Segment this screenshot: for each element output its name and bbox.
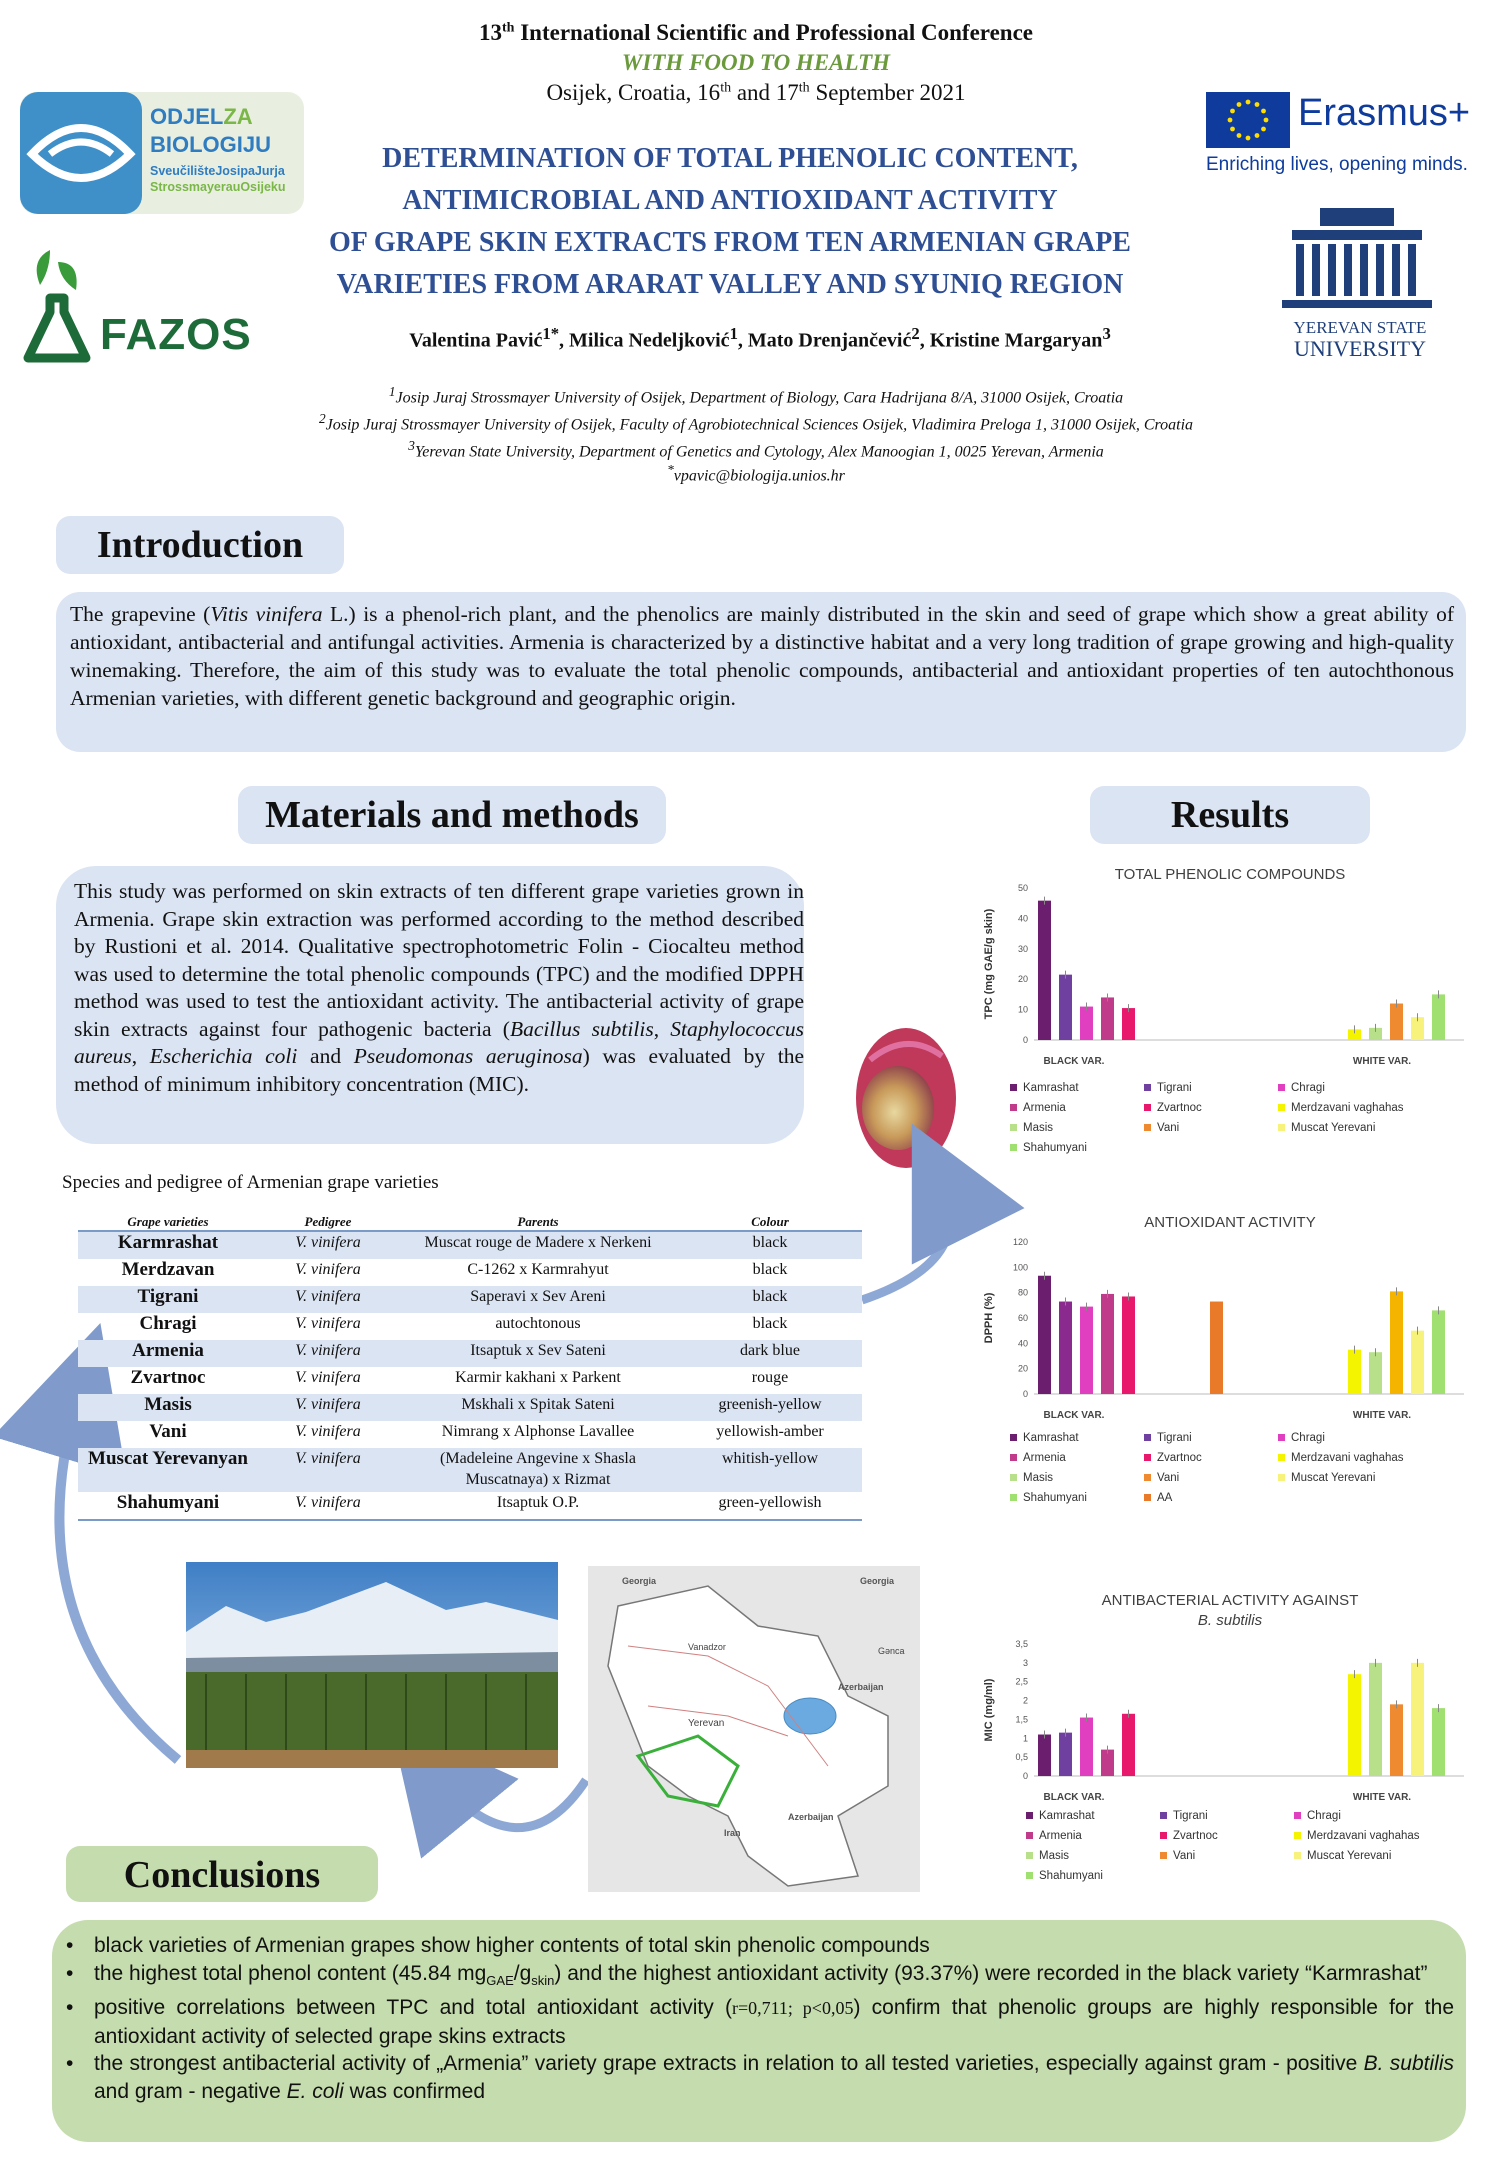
- table-cell: Shahumyani: [116, 1492, 220, 1513]
- contact-email: *vpavic@biologija.unios.hr: [667, 462, 845, 485]
- legend-swatch: [1294, 1832, 1301, 1839]
- legend-swatch: [1010, 1434, 1017, 1441]
- legend-swatch: [1160, 1852, 1167, 1859]
- table-cell: green-yellowish: [718, 1494, 822, 1511]
- legend-label: Muscat Yerevani: [1291, 1122, 1376, 1134]
- legend-label: Chragi: [1291, 1082, 1325, 1094]
- legend-item: [1144, 1082, 1192, 1094]
- tpc-chart-legend: [1010, 1082, 1490, 1172]
- table-cell: Tigrani: [78, 1286, 258, 1313]
- armenia-map: [588, 1566, 920, 1892]
- results-heading-box: [1090, 786, 1370, 844]
- table-cell: V. vinifera: [295, 1423, 361, 1440]
- legend-item: [1026, 1810, 1095, 1822]
- y-tick-label: 40: [1017, 1338, 1028, 1349]
- bar-tigrani: [1080, 1307, 1093, 1394]
- table-cell: whitish-yellow: [678, 1448, 862, 1492]
- y-tick-label: 3,5: [1015, 1639, 1028, 1649]
- bar-vani: [1390, 1291, 1403, 1394]
- logo-text-za: ZA: [223, 104, 253, 129]
- affiliation-1: $^1$Josip Juraj Strossmayer University of Osijek, Department of Biology, Cara Hadrijana 8/A, 31000 Osijek, Croatia: [388, 384, 1124, 407]
- introduction-text: The grapevine (Vitis vinifera L.) is a phenol-rich plant, and the phenolics are mainly distributed in the skin and seed of grape which show a great ability of antioxidant, antibacterial and antifungal activities. Armenia is characterized by a distinctive habitat and a very long tradition of grape growing and high-quality winemaking. Therefore, the aim of this study was to evaluate the total phenolic compounds, antibacterial and antioxidant properties of ten autochthonous Armenian varieties, with different genetic background and geographic origin.: [70, 602, 1455, 710]
- table-row: [78, 1231, 862, 1259]
- table-header-row: [78, 1214, 862, 1231]
- legend-swatch: [1144, 1104, 1151, 1111]
- legend-item: [1278, 1102, 1404, 1114]
- bar-tigrani: [1059, 975, 1072, 1040]
- y-tick-label: 20: [1017, 974, 1028, 985]
- methods-heading: Materials and methods: [265, 794, 639, 836]
- table-cell: (Madeleine Angevine x Shasla Muscatnaya) x Rizmat: [398, 1448, 678, 1492]
- legend-item: [1026, 1850, 1069, 1862]
- legend-swatch: [1278, 1084, 1285, 1091]
- legend-swatch: [1010, 1084, 1017, 1091]
- legend-label: Armenia: [1023, 1452, 1066, 1464]
- legend-item: [1144, 1492, 1172, 1504]
- legend-label: AA: [1157, 1492, 1173, 1504]
- table-cell: Zvartnoc: [130, 1367, 206, 1388]
- legend-item: [1294, 1810, 1341, 1822]
- table-cell: Muscat Yerevanyan: [78, 1448, 258, 1492]
- bar-aa: [1210, 1302, 1223, 1394]
- bar-masis: [1369, 1663, 1382, 1776]
- legend-label: Shahumyani: [1023, 1142, 1087, 1154]
- table-cell: V. vinifera: [295, 1494, 361, 1511]
- table-cell: Masis: [78, 1394, 258, 1421]
- map-label-georgia: Georgia: [622, 1576, 657, 1586]
- legend-swatch: [1010, 1474, 1017, 1481]
- y-axis-label: DPPH (%): [983, 1292, 995, 1344]
- table-row: [78, 1340, 862, 1367]
- y-tick-label: 80: [1017, 1287, 1028, 1298]
- col-header-colour: Colour: [678, 1214, 862, 1231]
- table-cell: C-1262 x Karmrahyut: [467, 1261, 609, 1278]
- legend-item: [1144, 1102, 1202, 1114]
- y-axis-label: MIC (mg/ml): [983, 1678, 995, 1742]
- table-cell: V. vinifera: [258, 1340, 398, 1367]
- author-list: Valentina Pavić$^{1*}$, Milica Nedeljković$^1$, Mato Drenjančević$^2$, Kristine Margaryan$^3$: [409, 324, 1111, 352]
- legend-swatch: [1278, 1434, 1285, 1441]
- table-cell: Nimrang x Alphonse Lavallee: [441, 1423, 635, 1440]
- legend-item: [1010, 1452, 1066, 1464]
- logo-text-strossmayer: StrossmayerauOsijeku: [150, 180, 286, 194]
- table-row: [78, 1259, 862, 1286]
- col-header-grape: Grape varieties: [78, 1214, 258, 1231]
- legend-label: Tigrani: [1173, 1810, 1208, 1822]
- legend-item: [1278, 1452, 1404, 1464]
- bar-armenia: [1059, 1302, 1072, 1394]
- legend-label: Merdzavani vaghahas: [1307, 1830, 1420, 1842]
- legend-item: [1026, 1870, 1103, 1882]
- table-cell: V. vinifera: [258, 1448, 398, 1492]
- bar-merdzavani-vaghahas: [1348, 1674, 1361, 1776]
- logo-text-sveuciliste: SveučilišteJosipaJurja: [150, 164, 285, 178]
- table-cell: Karmrashat: [78, 1231, 258, 1259]
- legend-label: Masis: [1023, 1472, 1054, 1484]
- legend-label: Chragi: [1307, 1810, 1341, 1822]
- legend-item: [1010, 1122, 1053, 1134]
- legend-item: [1010, 1102, 1066, 1114]
- legend-item: [1294, 1830, 1420, 1842]
- legend-swatch: [1144, 1434, 1151, 1441]
- legend-item: [1010, 1082, 1079, 1094]
- tpc-bar-chart: [974, 878, 1484, 1068]
- table-row: [78, 1394, 862, 1421]
- table-caption: Species and pedigree of Armenian grape varieties: [62, 1172, 439, 1193]
- table-cell: V. vinifera: [295, 1261, 361, 1278]
- y-axis-label: TPC (mg GAE/g skin): [983, 908, 995, 1020]
- legend-label: Muscat Yerevani: [1291, 1472, 1376, 1484]
- bar-chragi: [1122, 1008, 1135, 1040]
- table-row: [78, 1492, 862, 1520]
- table-cell: rouge: [751, 1369, 789, 1386]
- bar-zvartnoc: [1101, 997, 1114, 1040]
- affiliation-3: $^3$Yerevan State University, Department of Genetics and Cytology, Alex Manoogian 1, 0025 Yerevan, Armenia: [408, 438, 1104, 461]
- y-tick-label: 0: [1022, 1389, 1028, 1399]
- y-tick-label: 10: [1017, 1004, 1028, 1015]
- legend-item: [1010, 1432, 1079, 1444]
- legend-label: Armenia: [1039, 1830, 1082, 1842]
- y-tick-label: 0: [1022, 1035, 1028, 1045]
- legend-item: [1278, 1122, 1375, 1134]
- legend-item: [1026, 1830, 1082, 1842]
- legend-swatch: [1278, 1454, 1285, 1461]
- legend-swatch: [1026, 1872, 1033, 1879]
- bar-masis: [1369, 1352, 1382, 1394]
- legend-item: [1294, 1850, 1391, 1862]
- legend-item: [1160, 1810, 1208, 1822]
- legend-item: [1278, 1472, 1375, 1484]
- table-cell: Merdzavan: [121, 1259, 215, 1280]
- map-label-ganca: Gənca: [878, 1646, 905, 1656]
- ysu-text-line1: YEREVAN STATE: [1293, 318, 1427, 337]
- table-cell: Karmir kakhani x Parkent: [455, 1369, 621, 1386]
- legend-swatch: [1278, 1124, 1285, 1131]
- group-label-white: WHITE VAR.: [1352, 1410, 1412, 1420]
- legend-label: Zvartnoc: [1157, 1452, 1202, 1464]
- legend-label: Zvartnoc: [1157, 1102, 1202, 1114]
- conclusions-heading: Conclusions: [123, 1854, 321, 1896]
- table-cell: V. vinifera: [258, 1394, 398, 1421]
- table-cell: Chragi: [139, 1313, 197, 1334]
- legend-swatch: [1144, 1124, 1151, 1131]
- table-row: [78, 1448, 862, 1492]
- table-cell: greenish-yellow: [678, 1394, 862, 1421]
- bar-kamrashat: [1038, 901, 1051, 1040]
- y-tick-label: 120: [1012, 1237, 1028, 1247]
- affiliation-2: $^2$Josip Juraj Strossmayer University of Osijek, Faculty of Agrobiotechnical Sciences Osijek, Vladimira Preloga 1, 31000 Osijek, Croatia: [318, 411, 1194, 434]
- legend-swatch: [1010, 1494, 1017, 1501]
- y-tick-label: 1: [1022, 1733, 1028, 1744]
- map-label-iran: Iran: [724, 1828, 741, 1838]
- bar-chragi: [1122, 1714, 1135, 1776]
- legend-label: Merdzavani vaghahas: [1291, 1102, 1404, 1114]
- antioxidant-chart-legend: [1010, 1432, 1490, 1502]
- legend-label: Shahumyani: [1039, 1870, 1103, 1882]
- bar-vani: [1390, 1704, 1403, 1776]
- map-label-georgia-east: Georgia: [860, 1576, 895, 1586]
- group-label-black: BLACK VAR.: [1043, 1792, 1105, 1803]
- group-label-white: WHITE VAR.: [1352, 1056, 1412, 1067]
- conference-place-date: Osijek, Croatia, 16th and 17th September 2021: [546, 80, 966, 105]
- map-label-azerbaijan: Azerbaijan: [838, 1682, 884, 1692]
- legend-item: [1160, 1850, 1195, 1862]
- legend-item: [1144, 1122, 1179, 1134]
- legend-item: [1010, 1492, 1087, 1504]
- bar-muscat-yerevani: [1411, 1663, 1424, 1776]
- bar-muscat-yerevani: [1411, 1331, 1424, 1394]
- legend-swatch: [1144, 1474, 1151, 1481]
- chart-subtitle-antibacterial: B. subtilis: [1197, 1612, 1263, 1629]
- table-cell: Mskhali x Spitak Sateni: [398, 1394, 678, 1421]
- table-cell: black: [678, 1286, 862, 1313]
- conference-subtitle: WITH FOOD TO HEALTH: [621, 50, 891, 75]
- legend-label: Kamrashat: [1039, 1810, 1095, 1822]
- legend-item: [1144, 1472, 1179, 1484]
- table-cell: black: [678, 1231, 862, 1259]
- table-cell: Armenia: [78, 1340, 258, 1367]
- conclusion-item: • positive correlations between TPC and total antioxidant activity (r=0,711; p<0,05) confirm that phenolic groups are highly responsible for the antioxidant activity of selected grape skins extracts: [66, 1996, 1454, 2048]
- table-row: [78, 1313, 862, 1340]
- y-tick-label: 3: [1022, 1657, 1028, 1668]
- legend-swatch: [1278, 1474, 1285, 1481]
- table-cell: black: [752, 1261, 788, 1278]
- methods-text: This study was performed on skin extracts of ten different grape varieties grown in Armenia. Grape skin extraction was performed according to the method described by Rustioni et al. 2014. Qualitative spectrophotometric Folin - Ciocalteu method was used to determine the total phenolic compounds (TPC) and the modified DPPH method was used to test the antioxidant activity. The antibacterial activity of grape skin extracts against four pathogenic bacteria (Bacillus subtilis, Staphylococcus aureus, Escherichia coli and Pseudomonas aeruginosa) was evaluated by the method of minimum inhibitory concentration (MIC).: [74, 879, 805, 1096]
- col-header-parents: Parents: [398, 1214, 678, 1231]
- legend-item: [1278, 1082, 1325, 1094]
- legend-label: Vani: [1173, 1850, 1196, 1862]
- legend-swatch: [1144, 1084, 1151, 1091]
- legend-swatch: [1026, 1812, 1033, 1819]
- bar-zvartnoc: [1101, 1294, 1114, 1394]
- legend-item: [1010, 1472, 1053, 1484]
- map-label-yerevan: Yerevan: [688, 1718, 725, 1729]
- bar-armenia: [1080, 1007, 1093, 1040]
- legend-label: Tigrani: [1157, 1432, 1192, 1444]
- bar-vani: [1390, 1004, 1403, 1040]
- introduction-heading: Introduction: [96, 524, 304, 566]
- legend-item: [1278, 1432, 1325, 1444]
- legend-swatch: [1010, 1454, 1017, 1461]
- legend-label: Armenia: [1023, 1102, 1066, 1114]
- y-tick-label: 30: [1017, 943, 1028, 954]
- conclusion-item: • black varieties of Armenian grapes show higher contents of total skin phenolic compounds: [66, 1934, 930, 1957]
- table-cell: V. vinifera: [295, 1315, 361, 1332]
- table-cell: V. vinifera: [295, 1369, 361, 1386]
- bar-shahumyani: [1432, 994, 1445, 1040]
- legend-swatch: [1278, 1104, 1285, 1111]
- logo-text-biologiju: BIOLOGIJU: [150, 132, 272, 157]
- legend-swatch: [1160, 1812, 1167, 1819]
- erasmus-text: Erasmus+: [1298, 92, 1471, 134]
- conclusion-item: • the highest total phenol content (45.84 $mg_{GAE}/g_{skin}$) and the highest antioxidant activity (93.37%) were recorded in the black variety “Karmrashat”: [66, 1961, 1428, 1988]
- bar-merdzavani-vaghahas: [1348, 1350, 1361, 1394]
- legend-label: Masis: [1023, 1122, 1054, 1134]
- table-cell: Saperavi x Sev Areni: [398, 1286, 678, 1313]
- conference-title: 13th International Scientific and Professional Conference: [479, 20, 1033, 45]
- antioxidant-bar-chart: [974, 1232, 1484, 1420]
- legend-swatch: [1010, 1144, 1017, 1151]
- legend-label: Zvartnoc: [1173, 1830, 1218, 1842]
- legend-swatch: [1010, 1104, 1017, 1111]
- y-tick-label: 0: [1022, 1771, 1028, 1781]
- table-cell: Muscat rouge de Madere x Nerkeni: [398, 1231, 678, 1259]
- legend-swatch: [1144, 1494, 1151, 1501]
- group-label-black: BLACK VAR.: [1043, 1410, 1105, 1420]
- table-cell: yellowish-amber: [716, 1423, 824, 1440]
- y-tick-label: 0,5: [1015, 1752, 1028, 1763]
- legend-label: Vani: [1157, 1472, 1180, 1484]
- y-tick-label: 2,5: [1015, 1676, 1028, 1687]
- y-tick-label: 40: [1017, 913, 1028, 924]
- map-label-azerbaijan-south: Azerbaijan: [788, 1812, 834, 1822]
- vineyard-ararat-photo: [186, 1562, 558, 1768]
- antibacterial-bar-chart: [974, 1634, 1484, 1804]
- results-heading: Results: [1170, 794, 1290, 836]
- legend-label: Chragi: [1291, 1432, 1325, 1444]
- y-tick-label: 1,5: [1015, 1714, 1028, 1725]
- legend-item: [1010, 1142, 1087, 1154]
- legend-item: [1160, 1830, 1218, 1842]
- table-cell: dark blue: [678, 1340, 862, 1367]
- table-cell: black: [752, 1315, 788, 1332]
- bar-kamrashat: [1038, 1276, 1051, 1394]
- legend-label: Merdzavani vaghahas: [1291, 1452, 1404, 1464]
- group-label-black: BLACK VAR.: [1043, 1056, 1105, 1067]
- ysu-text-line2: UNIVERSITY: [1294, 336, 1426, 361]
- table-row: [78, 1286, 862, 1313]
- logo-text-odjel: ODJEL: [150, 104, 224, 129]
- map-label-vanadzor: Vanadzor: [688, 1642, 726, 1652]
- table-cell: V. vinifera: [258, 1231, 398, 1259]
- legend-label: Kamrashat: [1023, 1082, 1079, 1094]
- legend-swatch: [1294, 1812, 1301, 1819]
- bar-armenia: [1080, 1718, 1093, 1776]
- legend-swatch: [1026, 1832, 1033, 1839]
- legend-item: [1144, 1452, 1202, 1464]
- legend-swatch: [1010, 1124, 1017, 1131]
- bar-tigrani: [1059, 1733, 1072, 1776]
- chart-title-tpc: TOTAL PHENOLIC COMPOUNDS: [1114, 866, 1346, 883]
- antibacterial-chart-legend: [1026, 1810, 1496, 1880]
- legend-item: [1144, 1432, 1192, 1444]
- table-cell: V. vinifera: [258, 1286, 398, 1313]
- y-tick-label: 50: [1017, 883, 1028, 893]
- table-cell: Itsaptuk x Sev Sateni: [398, 1340, 678, 1367]
- col-header-pedigree: Pedigree: [258, 1214, 398, 1231]
- y-tick-label: 20: [1017, 1363, 1028, 1374]
- legend-label: Kamrashat: [1023, 1432, 1079, 1444]
- table-row: [78, 1367, 862, 1394]
- legend-label: Tigrani: [1157, 1082, 1192, 1094]
- group-label-white: WHITE VAR.: [1352, 1792, 1412, 1803]
- table-cell: Itsaptuk O.P.: [496, 1494, 580, 1511]
- poster-title: DETERMINATION OF TOTAL PHENOLIC CONTENT, ANTIMICROBIAL AND ANTIOXIDANT ACTIVITY OF GRAPE SKIN EXTRACTS FROM TEN ARMENIAN GRAPE VARIETIES FROM ARARAT VALLEY AND SYUNIQ REGION: [329, 143, 1131, 300]
- legend-label: Masis: [1039, 1850, 1070, 1862]
- y-tick-label: 100: [1012, 1262, 1028, 1273]
- conclusions-heading-box: [66, 1846, 378, 1902]
- legend-swatch: [1294, 1852, 1301, 1859]
- table-cell: autochtonous: [495, 1315, 581, 1332]
- bar-kamrashat: [1038, 1735, 1051, 1776]
- pedigree-table: [78, 1214, 862, 1521]
- y-tick-label: 2: [1022, 1695, 1028, 1706]
- bar-shahumyani: [1432, 1708, 1445, 1776]
- legend-swatch: [1026, 1852, 1033, 1859]
- legend-swatch: [1160, 1832, 1167, 1839]
- legend-label: Vani: [1157, 1122, 1180, 1134]
- fazos-text: FAZOS: [100, 310, 252, 359]
- chart-title-antibacterial: ANTIBACTERIAL ACTIVITY AGAINST: [1101, 1592, 1359, 1609]
- bar-shahumyani: [1432, 1310, 1445, 1394]
- y-tick-label: 60: [1017, 1313, 1028, 1323]
- bar-chragi: [1122, 1296, 1135, 1394]
- table-cell: Vani: [149, 1421, 187, 1442]
- legend-swatch: [1144, 1454, 1151, 1461]
- conclusion-item: • the strongest antibacterial activity of „Armenia” variety grape extracts in relation to all tested varieties, especially against gram - positive B. subtilis and gram - negative E. coli was confirmed: [66, 2052, 1455, 2103]
- chart-title-antioxidant: ANTIOXIDANT ACTIVITY: [1144, 1214, 1316, 1231]
- erasmus-tagline: Enriching lives, opening minds.: [1206, 154, 1468, 175]
- conclusions-list: [60, 1932, 1454, 2105]
- legend-label: Muscat Yerevani: [1307, 1850, 1392, 1862]
- legend-label: Shahumyani: [1023, 1492, 1087, 1504]
- table-row: [78, 1421, 862, 1448]
